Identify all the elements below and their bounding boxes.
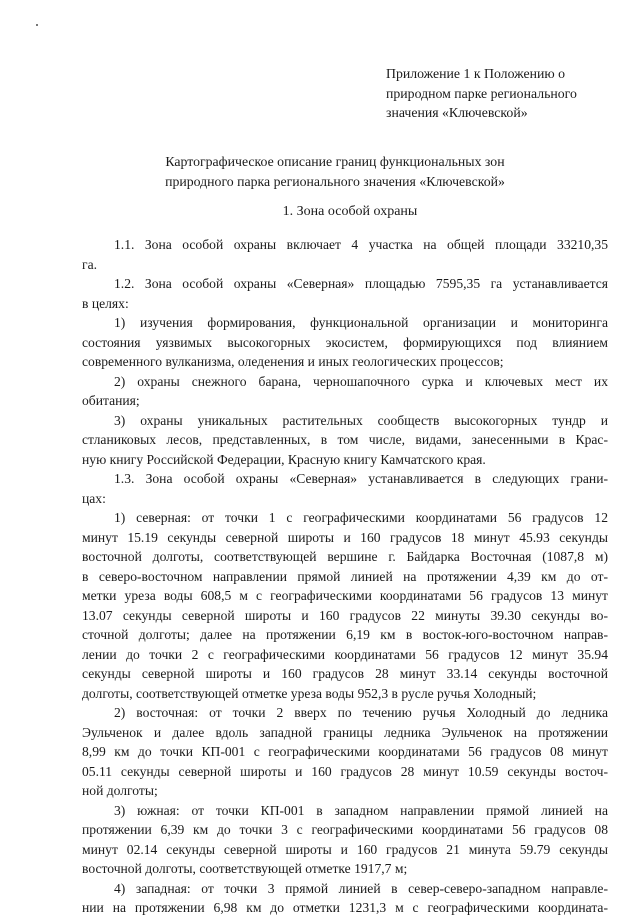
body-line: долготы, соответствующей отметке уреза воды 952,3 в русле ручья Холодный; — [82, 685, 537, 701]
body-line: цах: — [82, 490, 106, 506]
body-line: в северо-восточном направлении прямой линией на протяжении 4,39 км до от- — [82, 568, 608, 584]
body-line: Эульченок и далее вдоль западной границы ледника Эульченок на протяжении — [82, 724, 608, 740]
body-line: 1) изучения формирования, функциональной организации и мониторинга — [114, 315, 608, 330]
title-line: природного парка регионального значения «Ключевской» — [165, 174, 505, 189]
body-line: современного вулканизма, оледенения и иных геологических процессов; — [82, 354, 504, 369]
body-line: 4) западная: от точки 3 прямой линией в север-северо-западном направле- — [114, 880, 608, 896]
appendix-line: природном парке регионального — [386, 85, 577, 101]
section-heading: 1. Зона особой охраны — [282, 204, 418, 219]
body-line: секунды северной широты и 160 градусов 28 минут 33.14 секунды восточной — [82, 666, 608, 681]
body-line: состояния уязвимых высокогорных экосистем, формирующихся под влиянием — [82, 334, 608, 350]
body-line: стланиковых лесов, представленных, в том числе, видами, занесенными в Крас- — [82, 432, 608, 447]
body-line: минут 02.14 секунды северной широты и 160 градусов 21 минута 59.79 секунды — [82, 841, 608, 857]
body-line: протяжении 6,39 км до точки 3 с географическими координатами 56 градусов 08 — [82, 822, 608, 837]
appendix-note — [386, 64, 616, 123]
body-line: 8,99 км до точки КП-001 с географическими координатами 56 градусов 08 минут — [82, 744, 608, 759]
body-line: ную книгу Российской Федерации, Красную книгу Камчатского края. — [82, 451, 486, 467]
body-line: в целях: — [82, 295, 129, 311]
body-line: 05.11 секунды северной широты и 160 градусов 28 минут 10.59 секунды восточ- — [82, 763, 608, 779]
body-line: 1.3. Зона особой охраны «Северная» устанавливается в следующих грани- — [114, 471, 608, 486]
document-body — [82, 235, 608, 918]
body-line: 2) охраны снежного барана, черношапочного сурка и ключевых мест их — [114, 373, 608, 389]
appendix-line: Приложение 1 к Положению о — [386, 66, 566, 81]
body-line: 3) южная: от точки КП-001 в западном направлении прямой линией на — [114, 802, 608, 818]
body-line: лении до точки 2 с географическими координатами 56 градусов 12 минут 35.94 — [82, 646, 608, 662]
body-line: 1.2. Зона особой охраны «Северная» площадью 7595,35 га устанавливается — [114, 276, 608, 291]
body-line: 1.1. Зона особой охраны включает 4 участка на общей площади 33210,35 — [114, 237, 608, 252]
body-line: 3) охраны уникальных растительных сообществ высокогорных тундр и — [114, 412, 608, 428]
body-line: минут 15.19 секунды северной широты и 160 градусов 18 минут 45.93 секунды — [82, 529, 608, 545]
body-line: 13.07 секунды северной широты и 160 градусов 22 минуты 39.30 секунды во- — [82, 607, 608, 623]
body-line: сточной долготы; далее на протяжении 6,19 км в восток-юго-восточном направ- — [82, 627, 608, 642]
body-line: восточной долготы, соответствующей отметке 1917,7 м; — [82, 861, 408, 876]
body-line: га. — [82, 256, 98, 272]
body-line: восточной долготы, соответствующей вершине г. Байдарка Восточная (1087,8 м) — [82, 549, 608, 564]
title-line: Картографическое описание границ функциональных зон — [165, 154, 505, 169]
scan-artifact — [36, 24, 38, 26]
body-line: метки уреза воды 608,5 м с географическими координатами 56 градусов 13 минут — [82, 588, 608, 603]
body-line: 1) северная: от точки 1 с географическими координатами 56 градусов 12 — [114, 510, 608, 525]
body-line: 2) восточная: от точки 2 вверх по течению ручья Холодный до ледника — [114, 705, 608, 720]
body-line: обитания; — [82, 393, 140, 408]
body-line: нии на протяжении 6,98 км до отметки 1231,3 м с географическими координата- — [82, 900, 608, 915]
appendix-line: значения «Ключевской» — [386, 105, 528, 120]
document-title — [40, 152, 630, 192]
body-line: ной долготы; — [82, 783, 158, 798]
